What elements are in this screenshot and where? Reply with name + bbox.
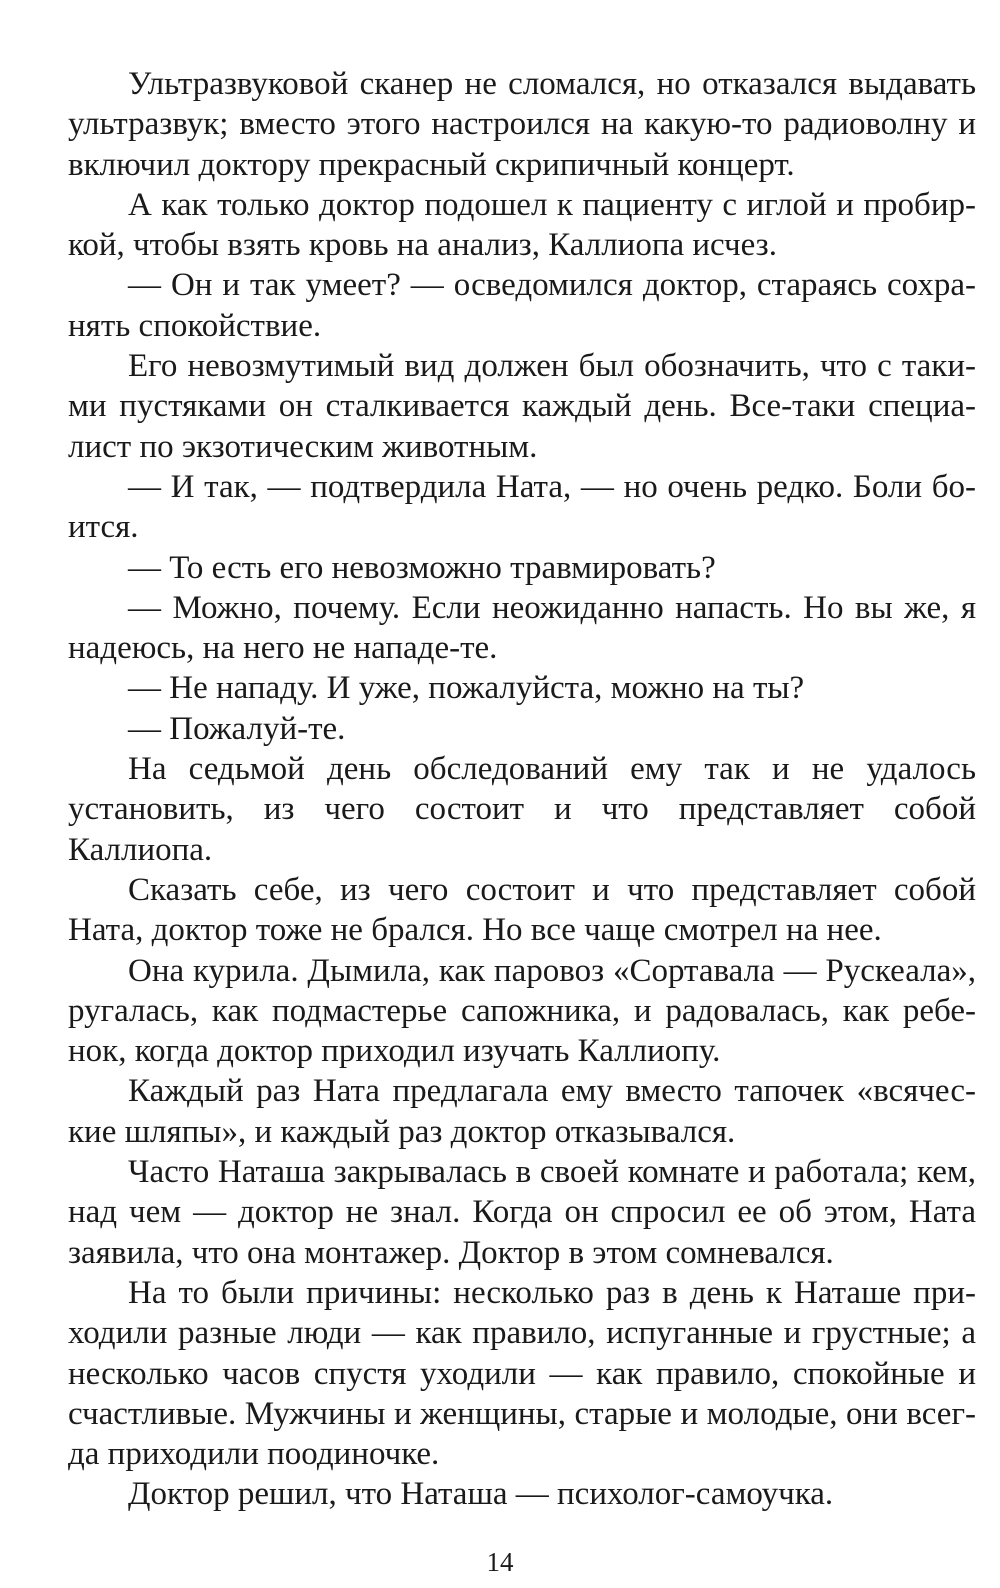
paragraph-6: — То есть его невозможно травмировать? — [128, 549, 716, 586]
paragraph-3: — Он и так умеет? — осведомился доктор, стараясь сохранять спокойствие. — [68, 267, 976, 344]
paragraph-15: На то были причины: несколько раз в день к Наташе приходили разные люди — как правило, испуганные и грустные; а несколько часов спустя уходили — как правило, спокойные и счастливые. Мужчины и женщины, старые и молодые, они всегда приходили поодиночке. — [68, 1274, 976, 1473]
paragraph-5: — И так, — подтвердила Ната, — но очень редко. Боли боится. — [68, 468, 976, 546]
paragraph-12: Она курила. Дымила, как паровоз «Сортавала — Рускеала», ругалась, как подмастерье сапожника, и радовалась, как ребенок, когда доктор приходил изучать Каллиопу. — [68, 952, 976, 1070]
page-number: 14 — [486, 1547, 514, 1577]
paragraph-16: Доктор решил, что Наташа — психолог-самоучка. — [128, 1476, 834, 1513]
paragraph-13: Каждый раз Ната предлагала ему вместо тапочек «всяческие шляпы», и каждый раз доктор отказывался. — [68, 1073, 976, 1150]
paragraph-8: — Не нападу. И уже, пожалуйста, можно на ты? — [128, 670, 805, 707]
paragraph-4: Его невозмутимый вид должен был обозначить, что с такими пустяками он сталкивается каждый день. Все-таки специалист по экзотическим животным. — [68, 348, 976, 465]
paragraph-1: Ультразвуковой сканер не сломался, но отказался выдавать ультразвук; вместо этого настроился на какую-то радиоволну и включил доктору прекрасный скрипичный концерт. — [68, 66, 976, 183]
paragraph-7: — Можно, почему. Если неожиданно напасть. Но вы же, я надеюсь, на него не нападе-те. — [68, 589, 976, 667]
paragraph-10: На седьмой день обследований ему так и не удалось установить, из чего состоит и что представляет собой Каллиопа. — [68, 751, 976, 868]
page-body — [68, 64, 976, 1515]
paragraph-14: Часто Наташа закрывалась в своей комнате и работала; кем, над чем — доктор не знал. Когда он спросил ее об этом, Ната заявила, что она монтажер. Доктор в этом сомневался. — [68, 1154, 976, 1271]
paragraph-9: — Пожалуй-те. — [128, 710, 346, 747]
paragraph-11: Сказать себе, из чего состоит и что представляет собой Ната, доктор тоже не брался. Но все чаще смотрел на нее. — [68, 871, 976, 949]
paragraph-2: А как только доктор подошел к пациенту с иглой и пробиркой, чтобы взять кровь на анализ, Каллиопа исчез. — [68, 186, 976, 264]
